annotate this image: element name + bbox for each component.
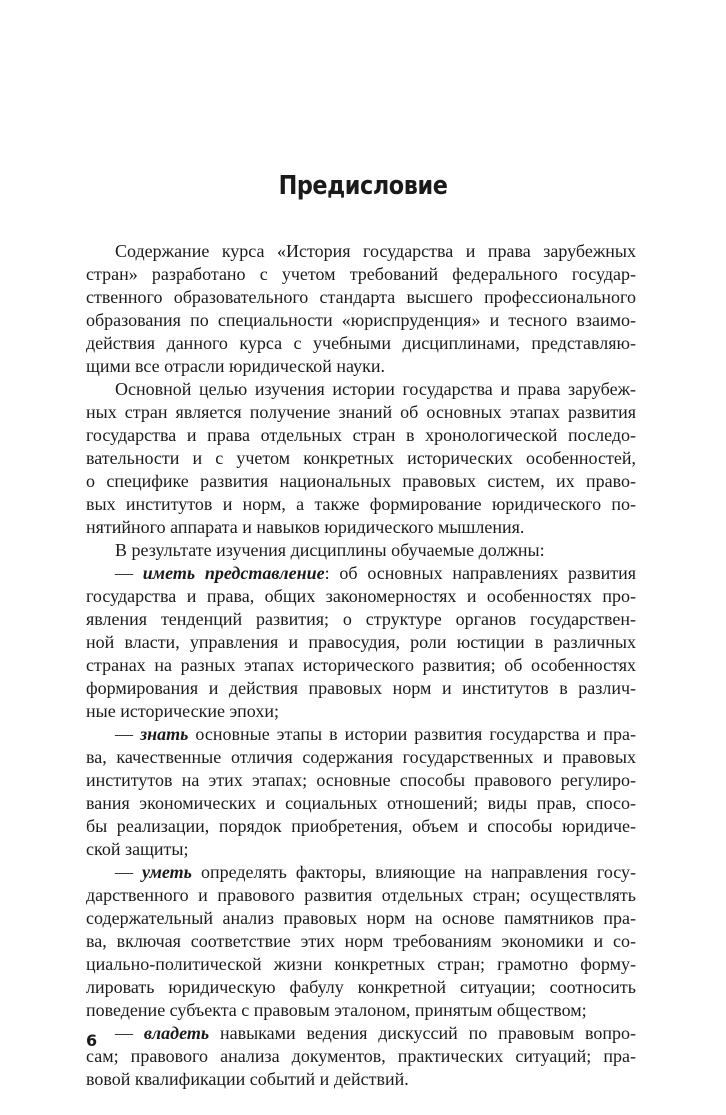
text-line: Основной целью изучения истории государства и права зарубеж-: [115, 379, 636, 399]
text-line: странах на разных этапах исторического развития; об особенностях: [86, 655, 636, 675]
text-fragment: основные этапы в истории развития государства и пра-: [188, 724, 637, 744]
text-line: [86, 723, 636, 746]
emphasis-term: уметь: [142, 862, 192, 882]
text-fragment: навыками ведения дискуссий по правовым вопро-: [209, 1023, 636, 1043]
page-title: Предисловие: [278, 171, 448, 201]
text-line: бы реализации, порядок приобретения, объем и способы юридиче-: [86, 816, 636, 836]
text-line: поведение субъекта с правовым эталоном, принятым обществом;: [86, 1000, 587, 1020]
text-line: вовой квалификации событий и действий.: [86, 1069, 409, 1089]
text-line: образования по специальности «юриспруденция» и тесного взаимо-: [86, 310, 636, 330]
preface-body: [86, 240, 636, 1091]
text-line: циально-политической жизни конкретных стран; грамотно форму-: [86, 954, 636, 974]
text-line: ной власти, управления и правосудия, роли юстиции в различных: [86, 632, 636, 652]
dash: —: [115, 862, 143, 882]
text-line: лировать юридическую фабулу конкретной ситуации; соотносить: [86, 977, 636, 997]
text-line: о специфике развития национальных правовых систем, их право-: [86, 471, 636, 491]
text-line: нятийного аппарата и навыков юридического мышления.: [86, 517, 525, 537]
text-line: ных стран является получение знаний об основных этапах развития: [86, 402, 636, 422]
text-line: вания экономических и социальных отношений; виды прав, спосо-: [86, 793, 636, 813]
page-number: 6: [86, 1031, 98, 1050]
dash: —: [115, 1023, 144, 1043]
text-line: [86, 1022, 636, 1045]
text-line: стран» разработано с учетом требований федерального государ-: [86, 264, 636, 284]
emphasis-term: знать: [140, 724, 189, 744]
text-line: [86, 861, 636, 884]
text-line: В результате изучения дисциплины обучаемые должны:: [115, 540, 545, 560]
text-fragment: : об основных направлениях развития: [324, 563, 636, 583]
text-line: дарственного и правового развития отдельных стран; осуществлять: [86, 885, 636, 905]
text-line: действия данного курса с учебными дисциплинами, представляю-: [86, 333, 636, 353]
emphasis-term: владеть: [143, 1023, 210, 1043]
text-line: государства и права отдельных стран в хронологической последо-: [86, 425, 636, 445]
text-fragment: определять факторы, влияющие на направления госу-: [191, 862, 637, 882]
dash: —: [115, 724, 141, 744]
text-line: содержательный анализ правовых норм на основе памятников пра-: [86, 908, 636, 928]
text-line: ской защиты;: [86, 839, 189, 859]
text-line: институтов на этих этапах; основные способы правового регулиро-: [86, 770, 636, 790]
text-line: формирования и действия правовых норм и институтов в различ-: [86, 678, 636, 698]
emphasis-term: иметь представление: [142, 563, 325, 583]
text-line: явления тенденций развития; о структуре органов государствен-: [86, 609, 636, 629]
text-line: [86, 562, 636, 585]
text-line: государства и права, общих закономерностях и особенностях про-: [86, 586, 636, 606]
text-line: ственного образовательного стандарта высшего профессионального: [86, 287, 636, 307]
text-line: Содержание курса «История государства и права зарубежных: [115, 241, 636, 261]
text-line: вых институтов и норм, а также формирование юридического по-: [86, 494, 636, 514]
text-line: вательности и с учетом конкретных исторических особенностей,: [86, 448, 636, 468]
text-line: ва, включая соответствие этих норм требованиям экономики и со-: [86, 931, 636, 951]
dash: —: [115, 563, 143, 583]
text-line: щими все отрасли юридической науки.: [86, 356, 385, 376]
text-line: ва, качественные отличия содержания государственных и правовых: [86, 747, 636, 767]
text-line: ные исторические эпохи;: [86, 701, 279, 721]
text-line: сам; правового анализа документов, практических ситуаций; пра-: [86, 1046, 636, 1066]
